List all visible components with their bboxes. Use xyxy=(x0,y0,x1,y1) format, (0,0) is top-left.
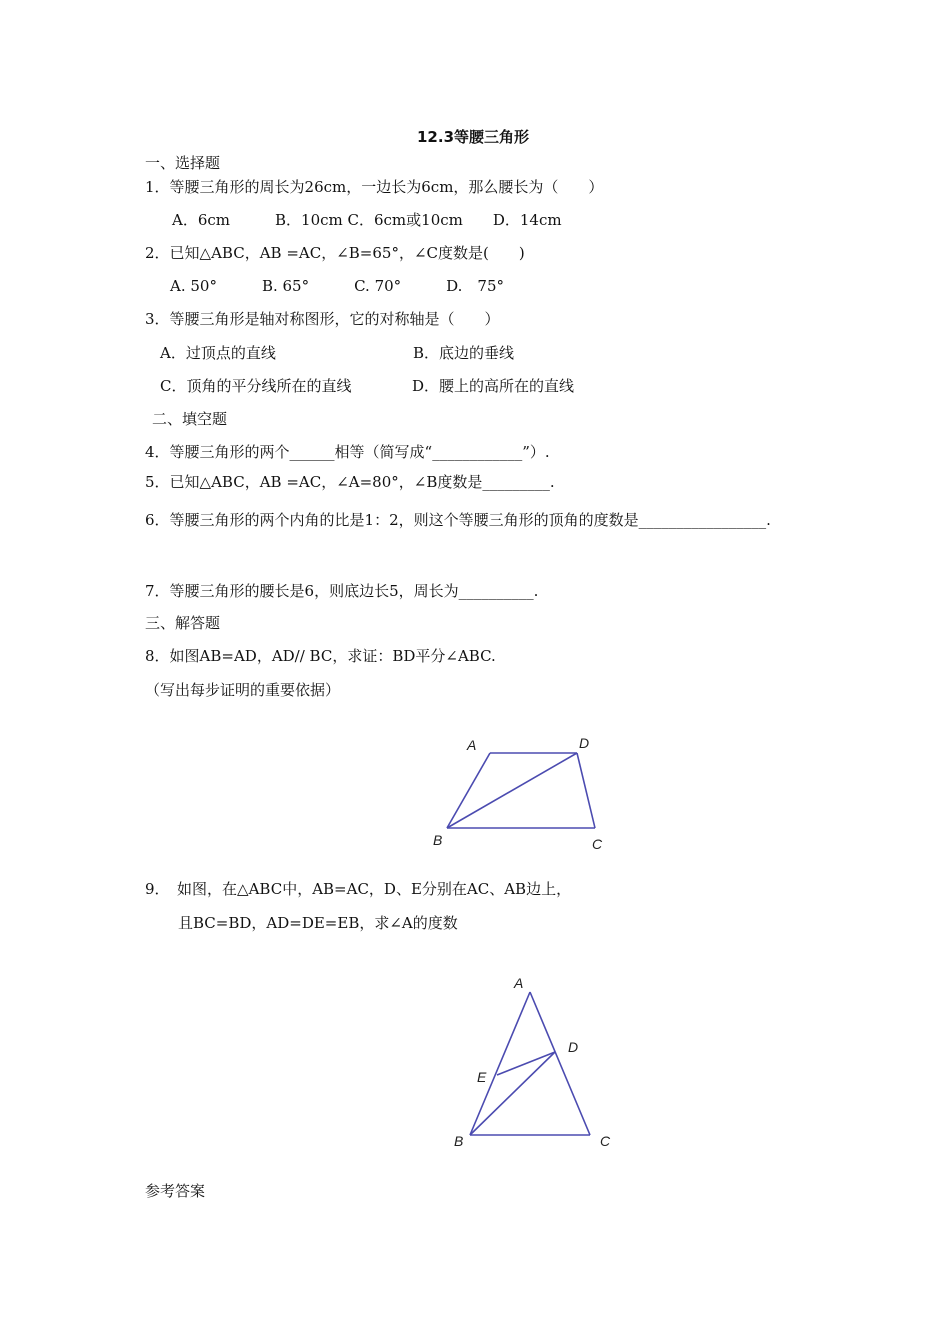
vertex-label-b: B xyxy=(454,1133,464,1149)
question-9-stem-line1: 9． 如图，在△ABC中，AB=AC，D、E分别在AC、AB边上， xyxy=(145,880,572,898)
section-heading: 一、选择题 xyxy=(145,154,221,172)
question-9-stem-line2: 且BC=BD，AD=DE=EB，求∠A的度数 xyxy=(178,914,458,932)
question-1-options: A．6cm B．10cm C．6cm或10cm D．14cm xyxy=(172,211,562,229)
section-heading: 二、填空题 xyxy=(152,410,228,428)
vertex-label-d: D xyxy=(579,735,590,751)
segment-ed xyxy=(497,1052,555,1075)
question-5: 5．已知△ABC，AB =AC，∠A=80°，∠B度数是_________. xyxy=(145,473,555,491)
question-8-stem: 8．如图AB=AD，AD// BC，求证：BD平分∠ABC. xyxy=(145,647,496,665)
answer-heading: 参考答案 xyxy=(145,1182,206,1200)
question-3-option-d: D．腰上的高所在的直线 xyxy=(412,377,575,395)
vertex-label-d: D xyxy=(568,1039,579,1055)
question-3-stem: 3．等腰三角形是轴对称图形，它的对称轴是（ ） xyxy=(145,310,500,328)
vertex-label-b: B xyxy=(433,832,443,848)
segment-dc xyxy=(577,753,595,828)
vertex-label-c: C xyxy=(592,836,603,852)
section-heading: 三、解答题 xyxy=(145,614,221,632)
segment-ab xyxy=(447,753,490,828)
vertex-label-e: E xyxy=(477,1069,487,1085)
question-3-option-b: B．底边的垂线 xyxy=(413,344,515,362)
figure-trapezoid xyxy=(420,725,620,855)
vertex-label-c: C xyxy=(600,1133,611,1149)
question-8-note: （写出每步证明的重要依据） xyxy=(145,681,341,699)
segment-ac xyxy=(530,992,590,1135)
question-1-stem: 1．等腰三角形的周长为26cm，一边长为6cm，那么腰长为（ ） xyxy=(145,178,604,196)
segment-ab xyxy=(470,992,530,1135)
triangle-diagram xyxy=(440,970,630,1155)
question-2-options: A. 50° B. 65° C. 70° D. 75° xyxy=(170,277,505,295)
question-3-option-c: C．顶角的平分线所在的直线 xyxy=(160,377,352,395)
question-3-option-a: A．过顶点的直线 xyxy=(160,344,276,362)
segment-bd xyxy=(470,1052,555,1135)
segment-bd xyxy=(447,753,577,828)
question-2-stem: 2．已知△ABC，AB =AC，∠B=65°，∠C度数是( ) xyxy=(145,244,525,262)
page-title: 12.3等腰三角形 xyxy=(417,128,530,146)
trapezoid-diagram xyxy=(420,725,620,855)
question-7: 7．等腰三角形的腰长是6，则底边长5，周长为__________. xyxy=(145,582,539,600)
question-4: 4．等腰三角形的两个______相等（简写成“____________”）. xyxy=(145,443,550,461)
figure-triangle xyxy=(440,970,630,1155)
question-6: 6．等腰三角形的两个内角的比是1：2，则这个等腰三角形的顶角的度数是_________________. xyxy=(145,511,771,529)
vertex-label-a: A xyxy=(467,737,477,753)
vertex-label-a: A xyxy=(514,975,524,991)
